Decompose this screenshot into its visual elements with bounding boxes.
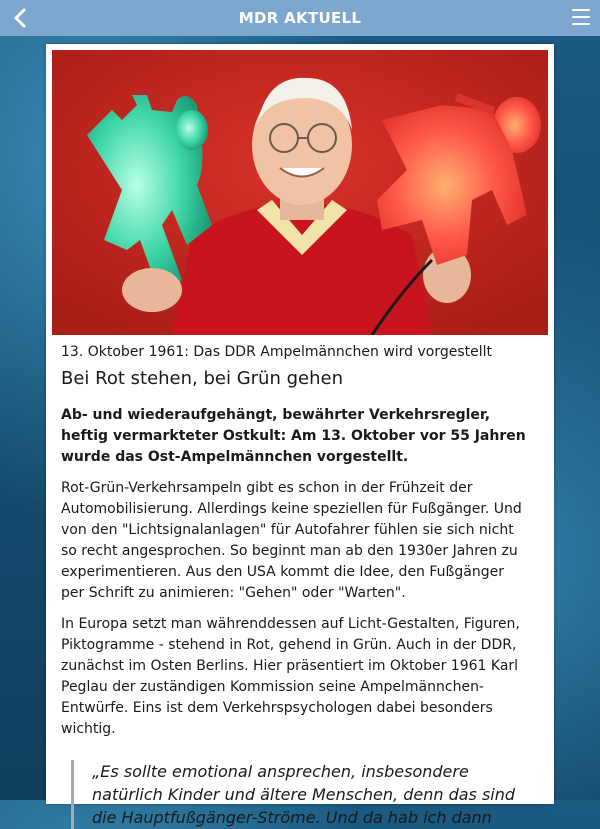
app-title: MDR AKTUELL — [238, 9, 362, 27]
article-photo — [52, 50, 548, 335]
article-paragraph: In Europa setzt man währenddessen auf Licht-Gestalten, Figuren, Piktogramme - stehend in Rot, gehend in Grün. Auch in der DDR, zunächst im Osten Berlins. Hier präsentiert im Oktober 1961 Karl Peglau der zuständigen Kommission seine Ampelmännchen-Entwürfe. Eins ist dem Verkehrspsychologen dabei besonders wichtig. — [61, 616, 520, 737]
article-headline: Bei Rot stehen, bei Grün gehen — [61, 368, 343, 389]
top-app-bar — [0, 0, 600, 36]
article-content — [61, 343, 531, 829]
article-quote: „Es sollte emotional ansprechen, insbesondere natürlich Kinder und ältere Menschen, denn das sind die Hauptfußgänger-Ströme. Und da hab ich dann — [71, 760, 531, 829]
image-caption: 13. Oktober 1961: Das DDR Ampelmännchen wird vorgestellt — [61, 344, 493, 360]
back-button[interactable] — [8, 6, 32, 30]
article-paragraph: Rot-Grün-Verkehrsampeln gibt es schon in der Frühzeit der Automobilisierung. Allerdings keine speziellen für Fußgänger. Und von den "Lichtsignalanlagen" für Autofahrer fühlen sie sich nicht so recht angesprochen. So beginnt man ab den 1930er Jahren zu experimentieren. Aus den USA kommt die Idee, den Fußgänger per Schrift zu animieren: "Gehen" oder "Warten". — [61, 480, 522, 601]
article-card — [46, 44, 554, 827]
article-lead: Ab- und wiederaufgehängt, bewährter Verkehrsregler, heftig vermarkteter Ostkult: Am 13. Oktober vor 55 Jahren wurde das Ost-Ampelmännchen vorgestellt. — [61, 407, 526, 465]
chevron-left-icon — [13, 8, 27, 28]
hamburger-menu-icon[interactable] — [572, 9, 590, 25]
